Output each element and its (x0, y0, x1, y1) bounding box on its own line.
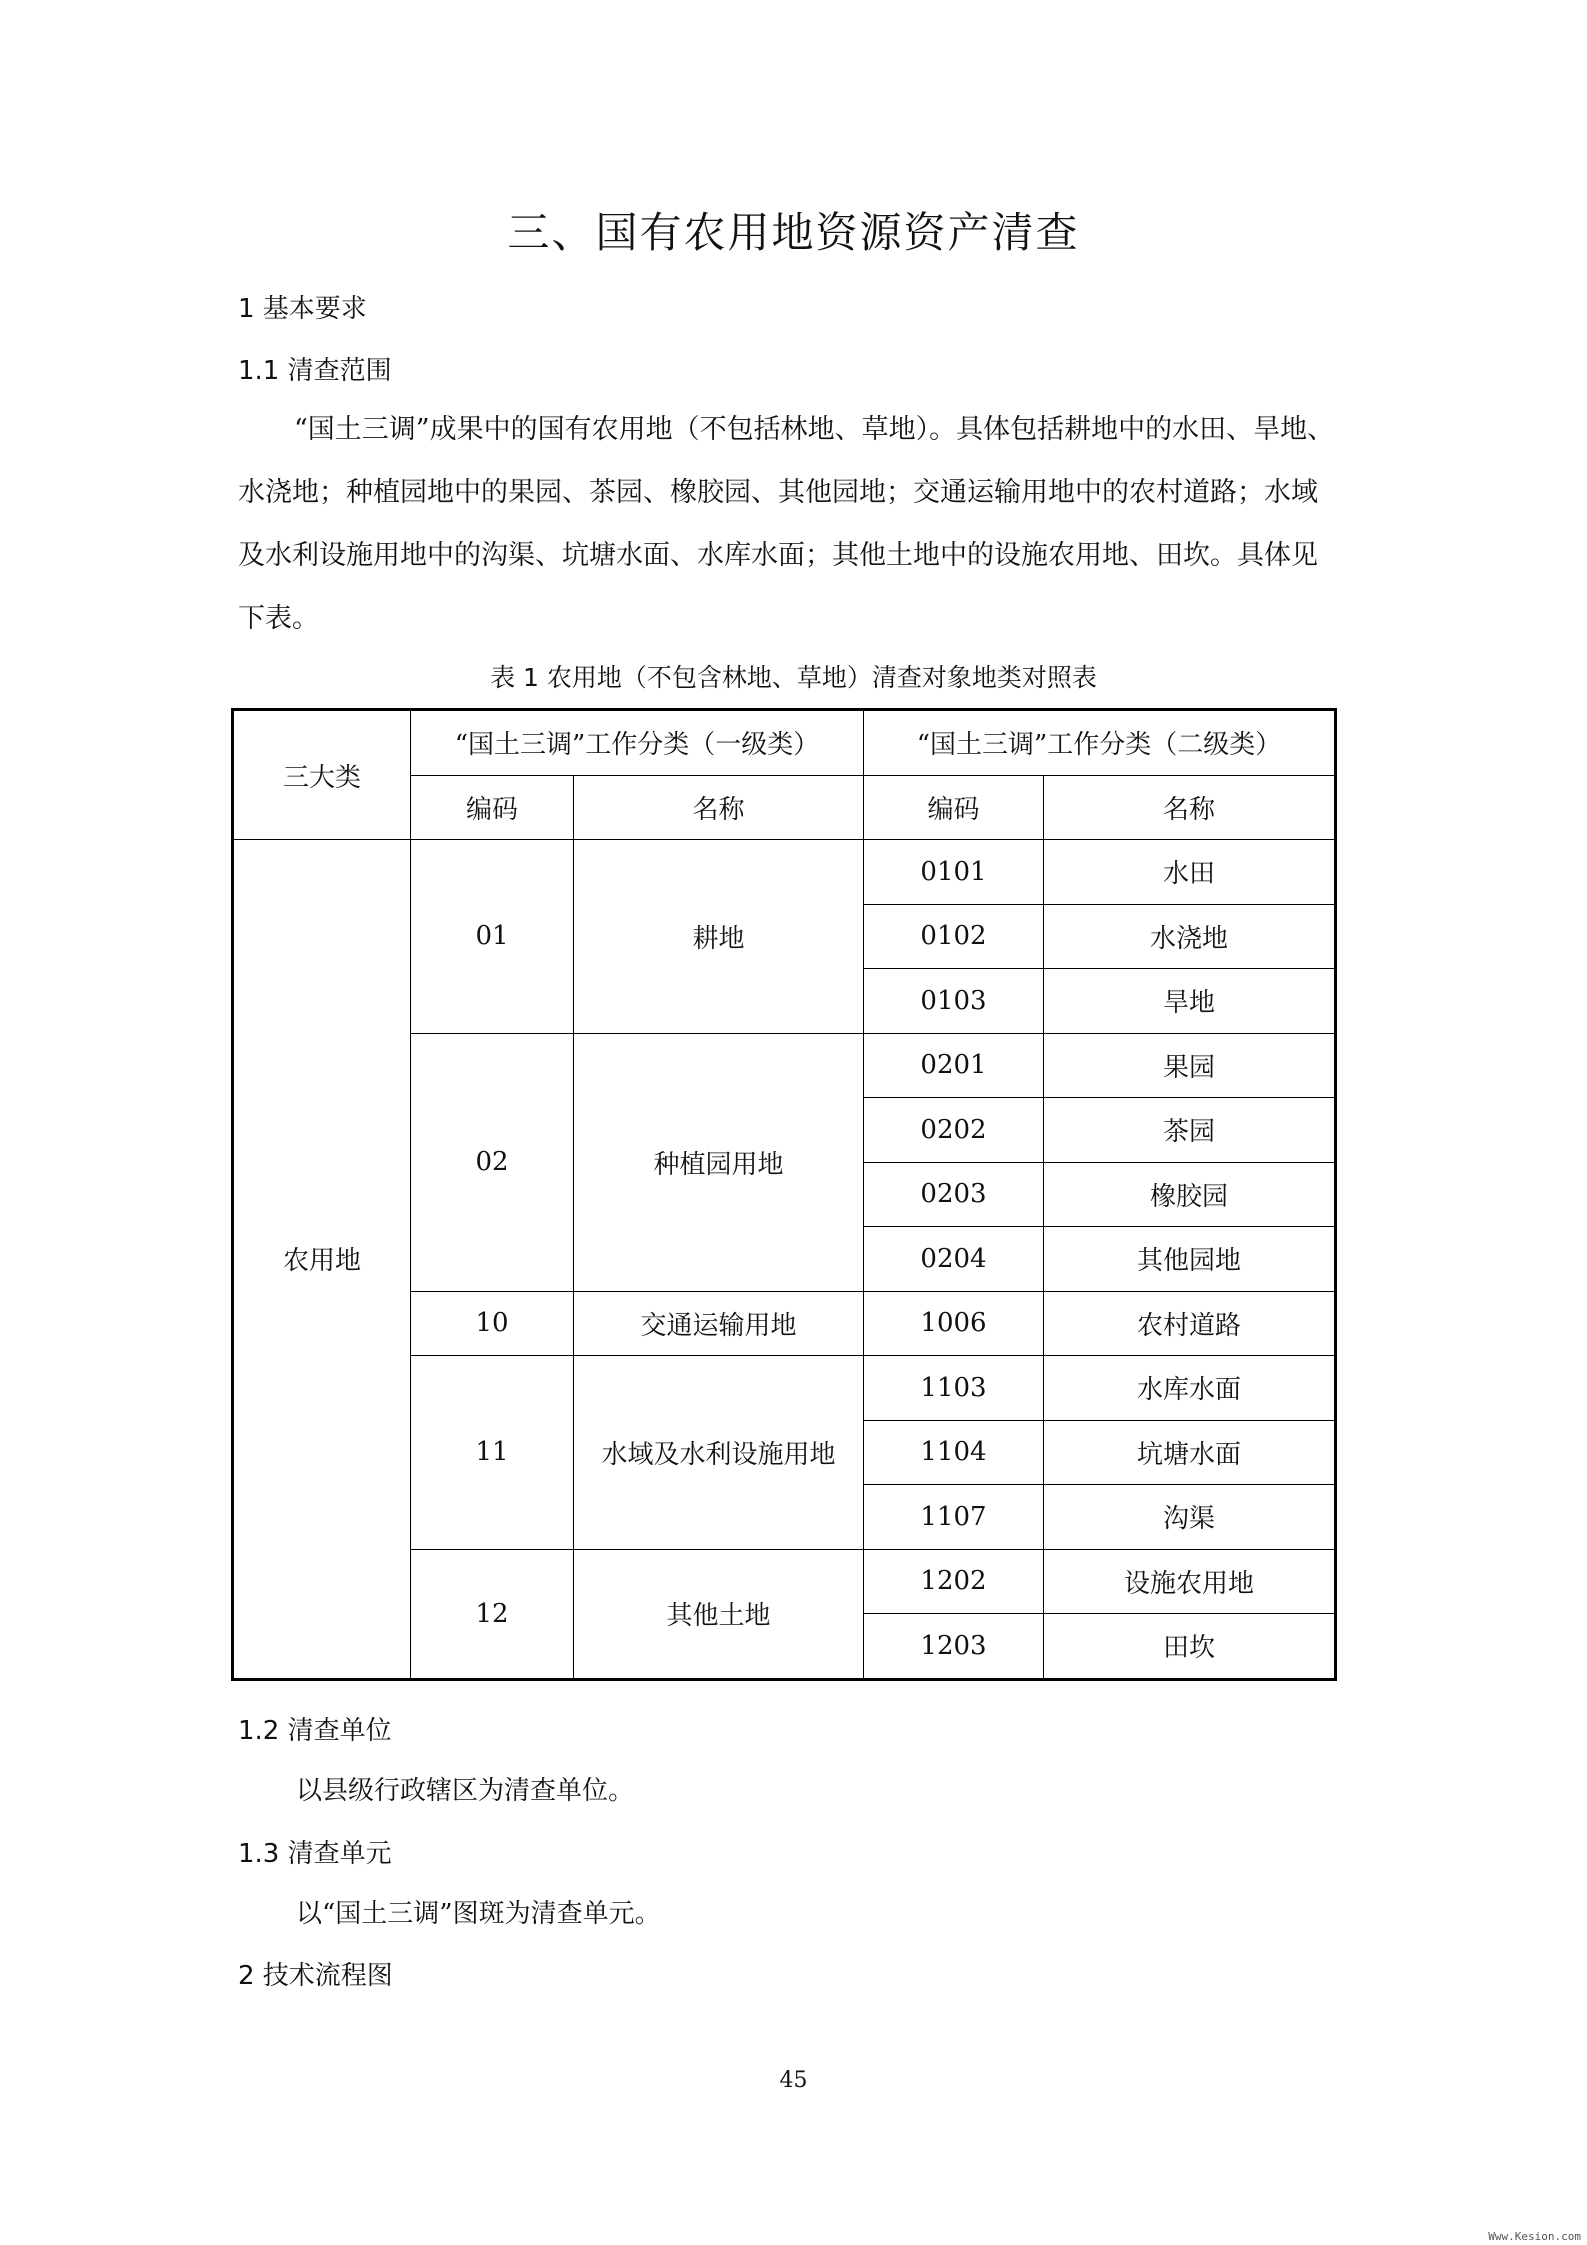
l1-code-cell: 11 (411, 1356, 574, 1550)
section-heading-2: 2 技术流程图 (238, 1961, 393, 1991)
scope-line-4: 下表。 (238, 603, 319, 634)
l2-code-cell: 1202 (864, 1549, 1044, 1614)
l1-name-cell: 种植园用地 (574, 1033, 864, 1291)
header-level2: “国土三调”工作分类（二级类） (864, 710, 1336, 776)
section-heading-1-1: 1.1 清查范围 (238, 356, 392, 386)
l2-name-cell: 水浇地 (1044, 904, 1336, 969)
section-heading-1-2: 1.2 清查单位 (238, 1716, 392, 1746)
l2-name-cell: 其他园地 (1044, 1227, 1336, 1292)
table-caption: 表 1 农用地（不包含林地、草地）清查对象地类对照表 (490, 663, 1097, 692)
header-l2-name: 名称 (1044, 775, 1336, 840)
l2-name-cell: 农村道路 (1044, 1291, 1336, 1356)
scope-line-3: 及水利设施用地中的沟渠、坑塘水面、水库水面；其他土地中的设施农用地、田坎。具体见 (238, 540, 1318, 571)
page-title: 三、国有农用地资源资产清查 (507, 208, 1080, 257)
l2-code-cell: 0202 (864, 1098, 1044, 1163)
l2-code-cell: 1107 (864, 1485, 1044, 1550)
table-header-row (233, 710, 1336, 776)
l2-code-cell: 1203 (864, 1614, 1044, 1680)
l2-name-cell: 沟渠 (1044, 1485, 1336, 1550)
l1-name-cell: 交通运输用地 (574, 1291, 864, 1356)
watermark-text: Www.Kesion.com (1488, 2230, 1581, 2243)
l2-code-cell: 0101 (864, 840, 1044, 905)
header-l1-name: 名称 (574, 775, 864, 840)
l1-code-cell: 10 (411, 1291, 574, 1356)
land-class-table (231, 708, 1337, 1681)
l2-code-cell: 1103 (864, 1356, 1044, 1421)
header-l1-code: 编码 (411, 775, 574, 840)
scope-line-1: “国土三调”成果中的国有农用地（不包括林地、草地）。具体包括耕地中的水田、旱地、 (294, 414, 1335, 445)
l1-code-cell: 12 (411, 1549, 574, 1679)
l2-name-cell: 坑塘水面 (1044, 1420, 1336, 1485)
l1-name-cell: 耕地 (574, 840, 864, 1034)
scope-line-2: 水浇地；种植园地中的果园、茶园、橡胶园、其他园地；交通运输用地中的农村道路；水域 (238, 477, 1318, 508)
section-heading-1: 1 基本要求 (238, 294, 367, 324)
l2-code-cell: 0103 (864, 969, 1044, 1034)
page-number: 45 (779, 2068, 808, 2093)
l2-name-cell: 旱地 (1044, 969, 1336, 1034)
l2-name-cell: 水库水面 (1044, 1356, 1336, 1421)
section-heading-1-3: 1.3 清查单元 (238, 1839, 392, 1869)
l2-code-cell: 0201 (864, 1033, 1044, 1098)
cell-paragraph: 以“国土三调”图斑为清查单元。 (296, 1899, 661, 1929)
l1-code-cell: 02 (411, 1033, 574, 1291)
l1-name-cell: 水域及水利设施用地 (574, 1356, 864, 1550)
scope-paragraph (238, 398, 1348, 650)
l2-name-cell: 橡胶园 (1044, 1162, 1336, 1227)
l2-name-cell: 设施农用地 (1044, 1549, 1336, 1614)
l2-name-cell: 田坎 (1044, 1614, 1336, 1680)
l2-code-cell: 0102 (864, 904, 1044, 969)
l2-name-cell: 果园 (1044, 1033, 1336, 1098)
l2-code-cell: 0204 (864, 1227, 1044, 1292)
l2-name-cell: 茶园 (1044, 1098, 1336, 1163)
l1-name-cell: 其他土地 (574, 1549, 864, 1679)
l1-code-cell: 01 (411, 840, 574, 1034)
l2-code-cell: 1006 (864, 1291, 1044, 1356)
table-row (233, 840, 1336, 905)
l2-code-cell: 1104 (864, 1420, 1044, 1485)
l2-code-cell: 0203 (864, 1162, 1044, 1227)
header-l2-code: 编码 (864, 775, 1044, 840)
unit-paragraph: 以县级行政辖区为清查单位。 (296, 1776, 635, 1806)
header-level1: “国土三调”工作分类（一级类） (411, 710, 864, 776)
header-main-class: 三大类 (233, 710, 411, 840)
l2-name-cell: 水田 (1044, 840, 1336, 905)
main-class-cell: 农用地 (233, 840, 411, 1680)
